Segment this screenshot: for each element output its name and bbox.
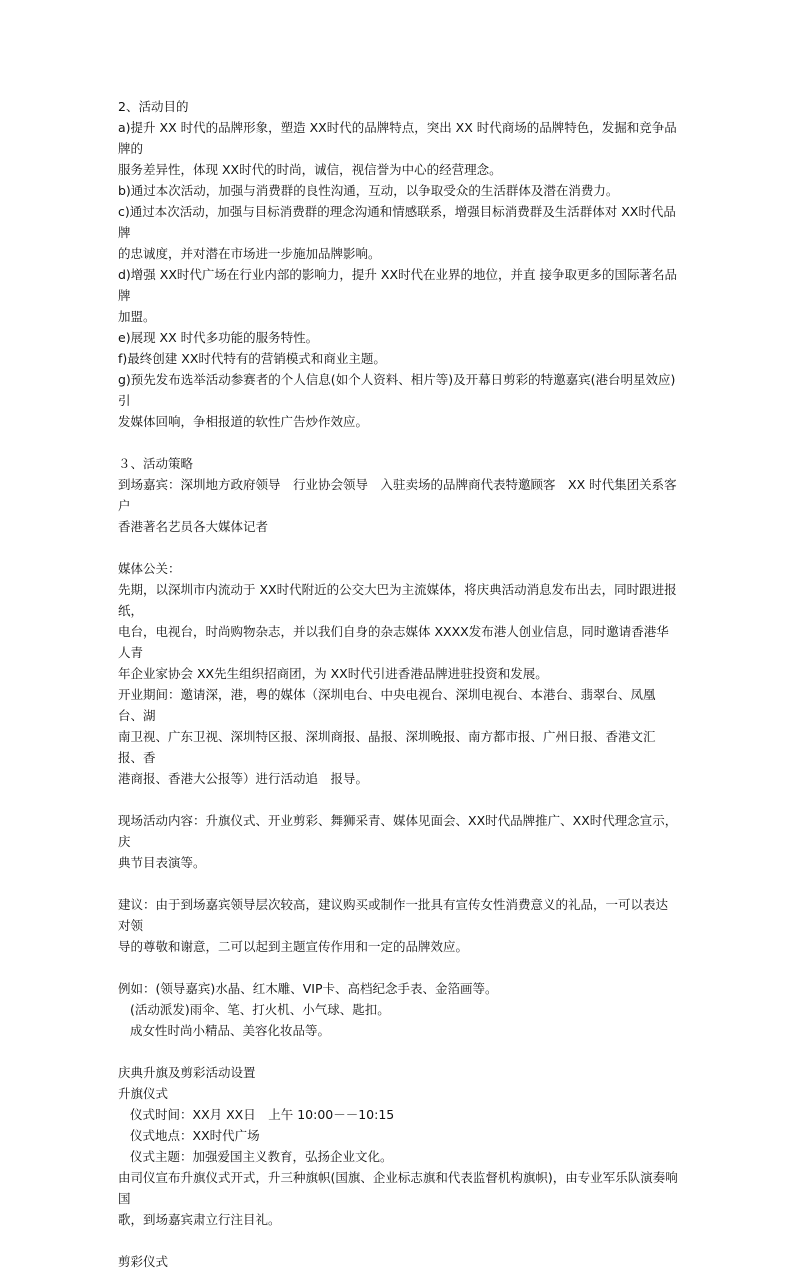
section-2-title: 2、活动目的: [118, 99, 189, 114]
paragraph: f)最终创建 XX时代特有的营销模式和商业主题。: [118, 351, 386, 366]
paragraph: e)展现 XX 时代多功能的服务特性。: [118, 330, 319, 345]
ribbon-section-title: 剪彩仪式: [118, 1254, 169, 1269]
paragraph: 开业期间：邀请深，港，粤的媒体（深圳电台、中央电视台、深圳电视台、本港台、翡翠台、凤凰台、湖: [118, 687, 656, 723]
flag-section-title: 庆典升旗及剪彩活动设置: [118, 1065, 256, 1080]
flag-subtitle: 升旗仪式: [118, 1086, 169, 1101]
paragraph: 由司仪宣布升旗仪式开式，升三种旗帜(国旗、企业标志旗和代表监督机构旗帜)，由专业军乐队演奏响国: [118, 1170, 678, 1206]
paragraph: b)通过本次活动，加强与消费群的良性沟通，互动，以争取受众的生活群体及潜在消费力。: [118, 183, 619, 198]
blank-line: [118, 957, 678, 978]
paragraph: 仪式时间：XX月 XX日 上午 10:00－－10:15: [130, 1107, 395, 1122]
paragraph: 发媒体回响，争相报道的软性广告炒作效应。: [118, 414, 369, 429]
paragraph: a)提升 XX 时代的品牌形象，塑造 XX时代的品牌特点，突出 XX 时代商场的品牌特色，发掘和竞争品牌的: [118, 120, 677, 156]
paragraph: (活动派发)雨伞、笔、打火机、小气球、匙扣。: [130, 1002, 390, 1017]
paragraph: d)增强 XX时代广场在行业内部的影响力，提升 XX时代在业界的地位，并直 接争取更多的国际著名品牌: [118, 267, 677, 303]
paragraph: 港商报、香港大公报等）进行活动追 报导。: [118, 771, 369, 786]
blank-line: [118, 537, 678, 558]
media-title: 媒体公关：: [118, 561, 181, 576]
paragraph: 南卫视、广东卫视、深圳特区报、深圳商报、晶报、深圳晚报、南方都市报、广州日报、香港文汇报、香: [118, 729, 656, 765]
blank-line: [118, 432, 678, 453]
blank-line: [118, 1041, 678, 1062]
paragraph: c)通过本次活动，加强与目标消费群的理念沟通和情感联系，增强目标消费群及生活群体对 XX时代品牌: [118, 204, 676, 240]
paragraph: 仪式主题：加强爱国主义教育，弘扬企业文化。: [130, 1149, 393, 1164]
section-3-title: ３、活动策略: [118, 456, 194, 471]
paragraph: 现场活动内容：升旗仪式、开业剪彩、舞狮采青、媒体见面会、XX时代品牌推广、XX时代理念宣示，庆: [118, 813, 678, 849]
paragraph: 仪式地点：XX时代广场: [130, 1128, 260, 1143]
paragraph: 例如：(领导嘉宾)水晶、红木雕、VIP卡、高档纪念手表、金箔画等。: [118, 981, 498, 996]
paragraph: 歌，到场嘉宾肃立行注目礼。: [118, 1212, 281, 1227]
blank-line: [118, 789, 678, 810]
paragraph: 先期，以深圳市内流动于 XX时代附近的公交大巴为主流媒体，将庆典活动消息发布出去，同时跟进报纸，: [118, 582, 677, 618]
paragraph: 加盟。: [118, 309, 156, 324]
paragraph: 服务差异性，体现 XX时代的时尚，诚信，视信誉为中心的经营理念。: [118, 162, 502, 177]
paragraph: 香港著名艺员各大媒体记者: [118, 519, 269, 534]
blank-line: [118, 873, 678, 894]
paragraph: 成女性时尚小精品、美容化妆品等。: [130, 1023, 331, 1038]
paragraph: 到场嘉宾：深圳地方政府领导 行业协会领导 入驻卖场的品牌商代表特邀顾客 XX 时代集团关系客户: [118, 477, 677, 513]
paragraph: 导的尊敬和谢意，二可以起到主题宣传作用和一定的品牌效应。: [118, 939, 469, 954]
blank-line: [118, 1230, 678, 1251]
paragraph: 电台，电视台，时尚购物杂志，并以我们自身的杂志媒体 XXXX发布港人创业信息，同时邀请香港华人青: [118, 624, 669, 660]
paragraph: 典节目表演等。: [118, 855, 206, 870]
document-body: [118, 96, 678, 1272]
paragraph: 年企业家协会 XX先生组织招商团，为 XX时代引进香港品牌进驻投资和发展。: [118, 666, 548, 681]
paragraph: 建议：由于到场嘉宾领导层次较高，建议购买或制作一批具有宣传女性消费意义的礼品，一可以表达对领: [118, 897, 669, 933]
paragraph: g)预先发布选举活动参赛者的个人信息(如个人资料、相片等)及开幕日剪彩的特邀嘉宾(港台明星效应)引: [118, 372, 676, 408]
paragraph: 的忠诚度，并对潜在市场进一步施加品牌影响。: [118, 246, 381, 261]
